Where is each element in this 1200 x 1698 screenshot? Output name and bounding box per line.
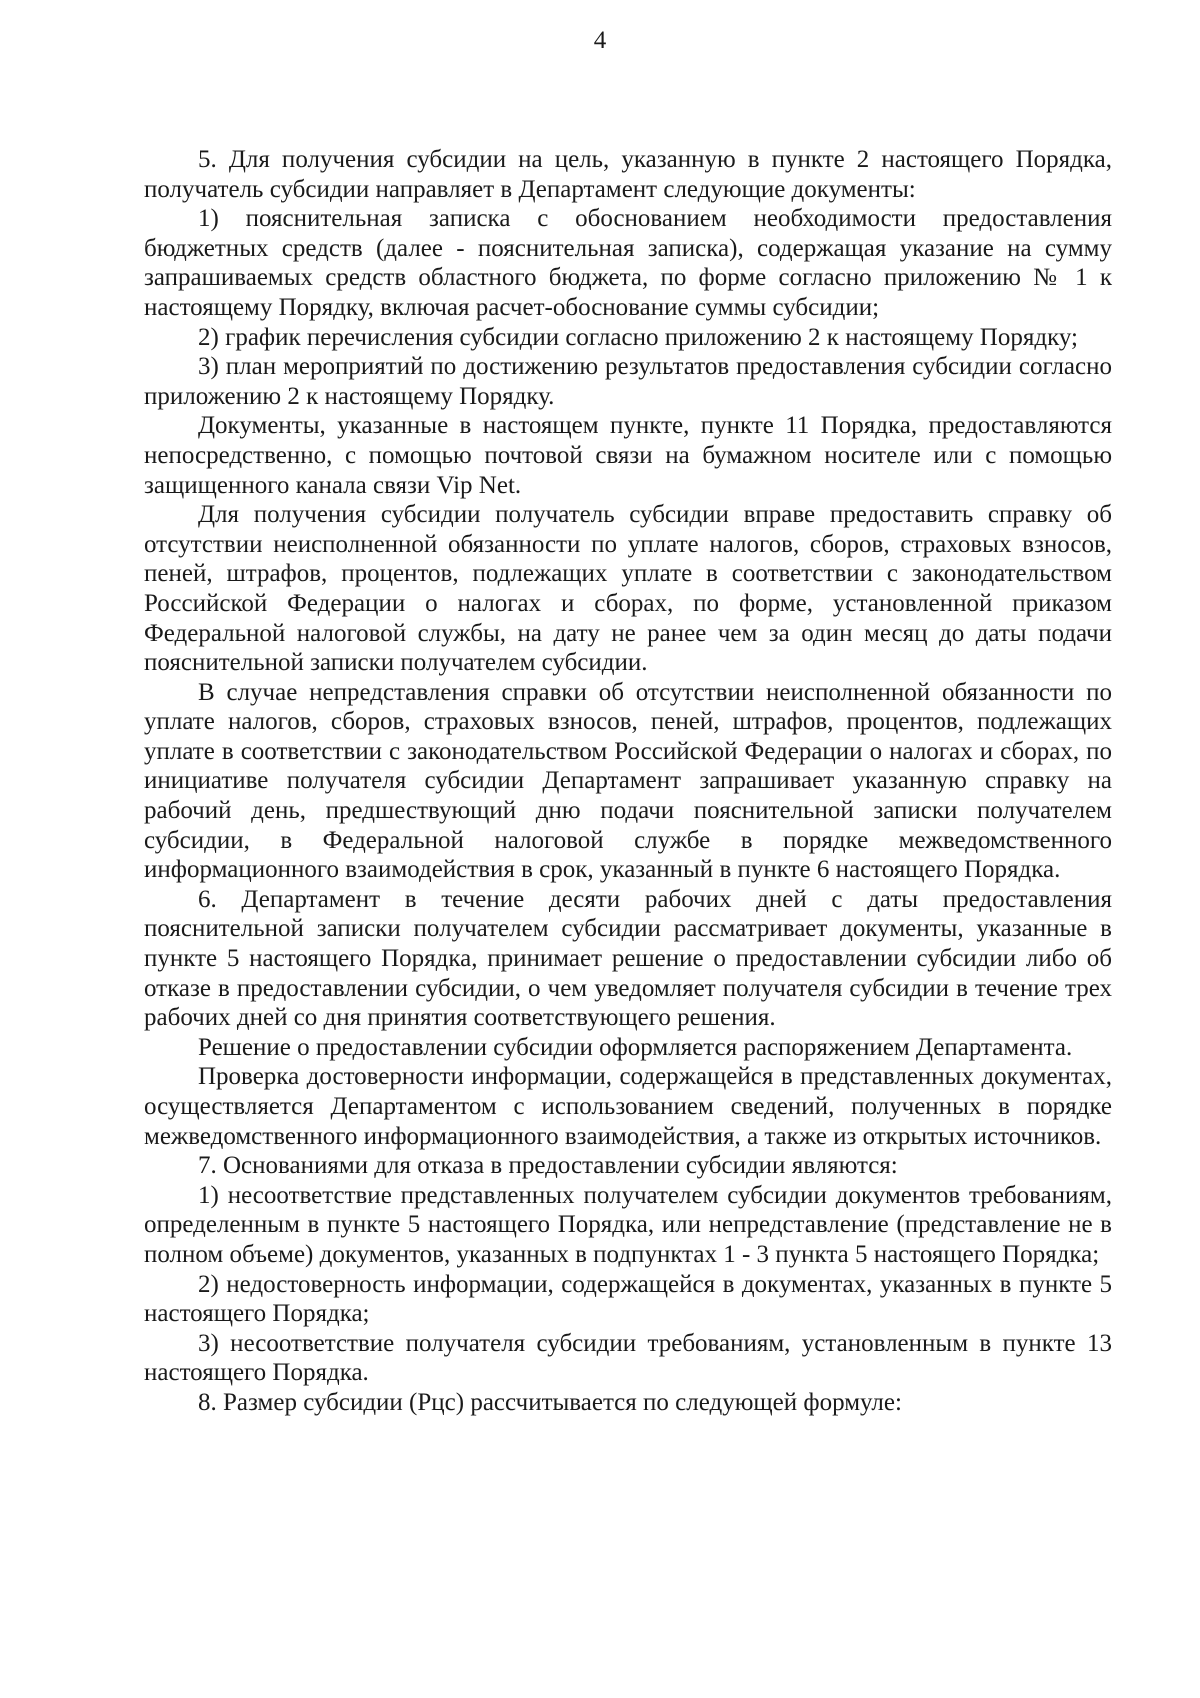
- paragraph-8-formula-intro: 8. Размер субсидии (Рцс) рассчитывается по следующей формуле:: [198, 1388, 902, 1416]
- paragraph-5-item-1: 1) пояснительная записка с обоснованием необходимости предоставления бюджетных средств (далее - пояснительная записка), содержащая указание на сумму запрашиваемых средств областного бюджета, по форме согласно приложению № 1 к настоящему Порядку, включая расчет-обоснование суммы субсидии;: [144, 205, 1112, 321]
- paragraph-6-review: 6. Департамент в течение десяти рабочих дней с даты предоставления пояснительной записки получателем субсидии рассматривает документы, указанные в пункте 5 настоящего Порядка, принимает решение о предоставлении субсидии либо об отказе в предоставлении субсидии, о чем уведомляет получателя субсидии в течение трех рабочих дней со дня принятия соответствующего решения.: [144, 885, 1112, 1032]
- paragraph-7-intro: 7. Основаниями для отказа в предоставлении субсидии являются:: [198, 1152, 898, 1180]
- document-body: [144, 145, 1112, 1418]
- paragraph-certificate-request: В случае непредставления справки об отсутствии неисполненной обязанности по уплате налогов, сборов, страховых взносов, пеней, штрафов, процентов, подлежащих уплате в соответствии с законодательством Российской Федерации о налогах и сборах, по инициативе получателя субсидии Департамент запрашивает указанную справку на рабочий день, предшествующий дню подачи пояснительной записки получателем субсидии, в Федеральной налоговой службе в порядке межведомственного информационного взаимодействия в срок, указанный в пункте 6 настоящего Порядка.: [144, 678, 1112, 884]
- paragraph-7-item-3: 3) несоответствие получателя субсидии требованиям, установленным в пункте 13 настоящего Порядка.: [144, 1329, 1112, 1387]
- paragraph-6-decision: Решение о предоставлении субсидии оформляется распоряжением Департамента.: [198, 1033, 1073, 1061]
- paragraph-tax-certificate: Для получения субсидии получатель субсидии вправе предоставить справку об отсутствии неисполненной обязанности по уплате налогов, сборов, страховых взносов, пеней, штрафов, процентов, подлежащих уплате в соответствии с законодательством Российской Федерации о налогах и сборах, по форме, установленной приказом Федеральной налоговой службы, на дату не ранее чем за один месяц до даты подачи пояснительной записки получателем субсидии.: [144, 501, 1112, 677]
- paragraph-6-verification: Проверка достоверности информации, содержащейся в представленных документах, осуществляется Департаментом с использованием сведений, полученных в порядке межведомственного информационного взаимодействия, а также из открытых источников.: [144, 1063, 1112, 1150]
- paragraph-documents-submission: Документы, указанные в настоящем пункте, пункте 11 Порядка, предоставляются непосредственно, с помощью почтовой связи на бумажном носителе или с помощью защищенного канала связи Vip Net.: [144, 412, 1112, 499]
- paragraph-5-intro: 5. Для получения субсидии на цель, указанную в пункте 2 настоящего Порядка, получатель субсидии направляет в Департамент следующие документы:: [144, 146, 1112, 203]
- paragraph-7-item-2: 2) недостоверность информации, содержащейся в документах, указанных в пункте 5 настоящего Порядка;: [144, 1270, 1112, 1328]
- paragraph-5-item-3: 3) план мероприятий по достижению результатов предоставления субсидии согласно приложению 2 к настоящему Порядку.: [144, 353, 1112, 410]
- page-number: 4: [593, 27, 607, 54]
- paragraph-7-item-1: 1) несоответствие представленных получателем субсидии документов требованиям, определенным в пункте 5 настоящего Порядка, или непредставление (представление не в полном объеме) документов, указанных в подпунктах 1 - 3 пункта 5 настоящего Порядка;: [144, 1181, 1112, 1268]
- paragraph-5-item-2: 2) график перечисления субсидии согласно приложению 2 к настоящему Порядку;: [198, 323, 1078, 351]
